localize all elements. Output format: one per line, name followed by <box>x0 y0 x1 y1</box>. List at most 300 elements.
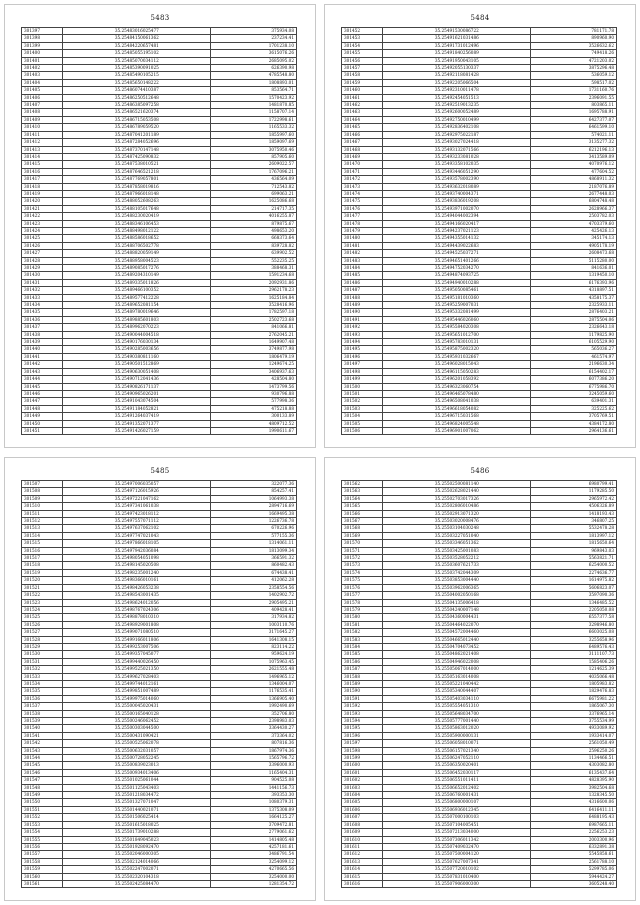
table-row <box>342 346 617 353</box>
table-row <box>22 710 297 717</box>
coordinate-cell: 35.25498624012056 <box>63 599 211 606</box>
value-cell: 1782597.18 <box>211 309 297 316</box>
coordinate-cell: 35.25499744012161 <box>63 680 211 687</box>
row-id-cell: 301497 <box>342 361 383 368</box>
coordinate-cell: 35.25494752034270 <box>383 265 531 272</box>
row-id-cell: 301527 <box>22 629 63 636</box>
value-cell: 5944424.27 <box>531 873 617 880</box>
row-id-cell: 301428 <box>22 257 63 264</box>
value-cell: 670226.96 <box>211 525 297 532</box>
row-id-cell: 301590 <box>342 688 383 695</box>
table-row <box>342 368 617 375</box>
value-cell: 5532478.28 <box>531 525 617 532</box>
coordinate-cell: 35.25502046000305 <box>63 851 211 858</box>
row-id-cell: 301577 <box>342 592 383 599</box>
coordinate-cell: 35.25504862021408 <box>383 651 531 658</box>
row-id-cell: 301517 <box>22 555 63 562</box>
value-cell: 841066.81 <box>211 324 297 331</box>
value-cell: 1815650.64 <box>531 540 617 547</box>
table-row <box>342 79 617 86</box>
coordinate-cell: 35.25493836019208 <box>383 198 531 205</box>
coordinate-cell: 35.25497423018112 <box>63 510 211 517</box>
coordinate-cell: 35.25506452030117 <box>383 769 531 776</box>
value-cell: 2196630.34 <box>531 361 617 368</box>
value-cell: 2685095.02 <box>211 57 297 64</box>
value-cell: 1813099.34 <box>211 547 297 554</box>
value-cell: 477604.52 <box>531 168 617 175</box>
table-row <box>22 658 297 665</box>
page-number: 5484 <box>470 14 490 22</box>
row-id-cell: 301481 <box>342 242 383 249</box>
coordinate-cell: 35.25494439022683 <box>383 242 531 249</box>
row-id-cell: 301492 <box>342 324 383 331</box>
value-cell: 1701238.10 <box>211 42 297 49</box>
coordinate-cell: 35.25506058010071 <box>383 740 531 747</box>
row-id-cell: 301539 <box>22 718 63 725</box>
coordinate-cell: 35.25497637062102 <box>63 525 211 532</box>
row-id-cell: 301472 <box>342 176 383 183</box>
value-cell: 1165404.31 <box>211 769 297 776</box>
table-row <box>22 762 297 769</box>
table-row <box>22 562 297 569</box>
coordinate-cell: 35.25500632031057 <box>63 747 211 754</box>
value-cell: 3982504.68 <box>531 784 617 791</box>
coordinate-cell: 35.25490965026201 <box>63 390 211 397</box>
row-id-cell: 301526 <box>22 621 63 628</box>
table-row <box>342 651 617 658</box>
coordinate-cell: 35.25488958004523 <box>63 257 211 264</box>
row-id-cell: 301567 <box>342 518 383 525</box>
coordinate-cell: 35.25497866018105 <box>63 540 211 547</box>
coordinate-cell: 35.25495259007031 <box>383 302 531 309</box>
value-cell: 6675981.22 <box>531 695 617 702</box>
coordinate-cell: 35.25505554051310 <box>383 703 531 710</box>
table-row <box>22 235 297 242</box>
value-cell: 712543.82 <box>211 183 297 190</box>
row-id-cell: 301613 <box>342 858 383 865</box>
value-cell: 639401.31 <box>531 398 617 405</box>
table-row <box>342 413 617 420</box>
row-id-cell: 301523 <box>22 599 63 606</box>
row-id-cell: 301554 <box>22 829 63 836</box>
coordinate-cell: 35.25498366010161 <box>63 577 211 584</box>
value-cell: 1481870.85 <box>211 102 297 109</box>
row-id-cell: 301572 <box>342 555 383 562</box>
table-row <box>22 79 297 86</box>
value-cell: 498653.20 <box>211 227 297 234</box>
row-id-cell: 301466 <box>342 131 383 138</box>
table-row <box>22 72 297 79</box>
coordinate-cell: 35.25504665012440 <box>383 636 531 643</box>
value-cell: 475218.88 <box>211 405 297 412</box>
document-page <box>324 457 636 901</box>
coordinate-cell: 35.25504464022070 <box>383 621 531 628</box>
value-cell: 6176393.96 <box>531 279 617 286</box>
row-id-cell: 301553 <box>22 821 63 828</box>
table-row <box>22 109 297 116</box>
data-table <box>21 27 297 435</box>
table-row <box>22 629 297 636</box>
coordinate-cell: 35.25488346106453 <box>63 220 211 227</box>
table-row <box>342 814 617 821</box>
table-row <box>22 139 297 146</box>
coordinate-cell: 35.25490501512869 <box>63 361 211 368</box>
row-id-cell: 301490 <box>342 309 383 316</box>
value-cell: 6489576.43 <box>531 643 617 650</box>
row-id-cell: 301582 <box>342 629 383 636</box>
coordinate-cell: 35.25499975014060 <box>63 695 211 702</box>
table-row <box>342 376 617 383</box>
coordinate-cell: 35.25492454051513 <box>383 94 531 101</box>
coordinate-cell: 35.25505863012020 <box>383 725 531 732</box>
table-row <box>22 190 297 197</box>
table-row <box>342 131 617 138</box>
value-cell: 1402902.72 <box>211 592 297 599</box>
coordinate-cell: 35.25497747021043 <box>63 532 211 539</box>
table-row <box>342 658 617 665</box>
value-cell: 3364430.27 <box>211 725 297 732</box>
row-id-cell: 301405 <box>22 87 63 94</box>
coordinate-cell: 35.25507720010102 <box>383 866 531 873</box>
value-cell: 930796.88 <box>211 390 297 397</box>
table-row <box>342 102 617 109</box>
table-row <box>342 614 617 621</box>
table-row <box>22 405 297 412</box>
table-row <box>342 518 617 525</box>
table-row <box>22 28 297 35</box>
value-cell: 436564.09 <box>211 176 297 183</box>
table-row <box>22 577 297 584</box>
row-id-cell: 301591 <box>342 695 383 702</box>
value-cell: 1808893.01 <box>211 79 297 86</box>
coordinate-cell: 35.25491621031486 <box>383 35 531 42</box>
table-row <box>342 390 617 397</box>
table-row <box>22 272 297 279</box>
table-row <box>342 139 617 146</box>
row-id-cell: 301521 <box>22 584 63 591</box>
table-row <box>342 116 617 123</box>
row-id-cell: 301544 <box>22 755 63 762</box>
row-id-cell: 301503 <box>342 405 383 412</box>
table-row <box>22 205 297 212</box>
value-cell: 322077.36 <box>211 481 297 488</box>
coordinate-cell: 35.25493446051290 <box>383 168 531 175</box>
row-id-cell: 301438 <box>22 331 63 338</box>
value-cell: 1664125.27 <box>211 814 297 821</box>
table-row <box>22 50 297 57</box>
value-cell: 1805983.82 <box>531 680 617 687</box>
table-row <box>342 821 617 828</box>
row-id-cell: 301480 <box>342 235 383 242</box>
coordinate-cell: 35.25499627028403 <box>63 673 211 680</box>
coordinate-cell: 35.25492600052489 <box>383 109 531 116</box>
coordinate-cell: 35.25490712041436 <box>63 376 211 383</box>
value-cell: 409428.41 <box>211 606 297 613</box>
row-id-cell: 301581 <box>342 621 383 628</box>
table-row <box>22 427 297 434</box>
row-id-cell: 301574 <box>342 569 383 576</box>
row-id-cell: 301495 <box>342 346 383 353</box>
table-row <box>22 168 297 175</box>
coordinate-cell: 35.25487538010521 <box>63 161 211 168</box>
value-cell: 3528416.96 <box>211 302 297 309</box>
table-row <box>342 829 617 836</box>
table-row <box>342 213 617 220</box>
table-row <box>22 518 297 525</box>
row-id-cell: 301558 <box>22 858 63 865</box>
value-cell: 1080379.31 <box>211 799 297 806</box>
table-row <box>342 718 617 725</box>
row-id-cell: 301459 <box>342 79 383 86</box>
row-id-cell: 301416 <box>22 168 63 175</box>
coordinate-cell: 35.25489466100352 <box>63 287 211 294</box>
value-cell: 1473799.56 <box>211 383 297 390</box>
value-cell: 668373.64 <box>211 235 297 242</box>
coordinate-cell: 35.25507104005451 <box>383 821 531 828</box>
row-id-cell: 301555 <box>22 836 63 843</box>
value-cell: 3171645.27 <box>211 629 297 636</box>
table-row <box>22 725 297 732</box>
row-id-cell: 301588 <box>342 673 383 680</box>
row-id-cell: 301516 <box>22 547 63 554</box>
coordinate-cell: 35.25501849045023 <box>63 836 211 843</box>
table-row <box>22 688 297 695</box>
row-id-cell: 301440 <box>22 346 63 353</box>
value-cell: 425426.13 <box>531 227 617 234</box>
row-id-cell: 301502 <box>342 398 383 405</box>
coordinate-cell: 35.25499357045077 <box>63 651 211 658</box>
table-row <box>342 710 617 717</box>
table-row <box>22 873 297 880</box>
value-cell: 1641308.15 <box>211 636 297 643</box>
table-row <box>342 621 617 628</box>
value-cell: 2396091.55 <box>531 94 617 101</box>
value-cell: 2274636.77 <box>531 569 617 576</box>
value-cell: 375934.08 <box>211 28 297 35</box>
row-id-cell: 301605 <box>342 799 383 806</box>
value-cell: 3749877.98 <box>211 346 297 353</box>
row-id-cell: 301565 <box>342 503 383 510</box>
row-id-cell: 301534 <box>22 680 63 687</box>
row-id-cell: 301471 <box>342 168 383 175</box>
table-row <box>342 35 617 42</box>
value-cell: 890960.90 <box>531 35 617 42</box>
coordinate-cell: 35.25496508041038 <box>383 398 531 405</box>
value-cell: 1064993.38 <box>211 495 297 502</box>
coordinate-cell: 35.25506652012402 <box>383 784 531 791</box>
row-id-cell: 301450 <box>22 420 63 427</box>
coordinate-cell: 35.25504360004431 <box>383 614 531 621</box>
table-row <box>22 198 297 205</box>
coordinate-cell: 35.25502703017326 <box>383 495 531 502</box>
value-cell: 1176535.41 <box>211 688 297 695</box>
row-id-cell: 301545 <box>22 762 63 769</box>
value-cell: 2256253.23 <box>531 829 617 836</box>
table-row <box>22 858 297 865</box>
coordinate-cell: 35.25491530086722 <box>383 28 531 35</box>
row-id-cell: 301608 <box>342 821 383 828</box>
table-row <box>22 718 297 725</box>
row-id-cell: 301537 <box>22 703 63 710</box>
coordinate-cell: 35.25496028015043 <box>383 361 531 368</box>
table-row <box>22 420 297 427</box>
coordinate-cell: 35.25487858019816 <box>63 183 211 190</box>
coordinate-cell: 35.25493358102035 <box>383 161 531 168</box>
row-id-cell: 301563 <box>342 488 383 495</box>
coordinate-cell: 35.25502247002071 <box>63 866 211 873</box>
coordinate-cell: 35.25488586018652 <box>63 235 211 242</box>
coordinate-cell: 35.25485650148222 <box>63 79 211 86</box>
row-id-cell: 301552 <box>22 814 63 821</box>
table-row <box>342 843 617 850</box>
row-id-cell: 301599 <box>342 755 383 762</box>
row-id-cell: 301442 <box>22 361 63 368</box>
value-cell: 4270665.56 <box>211 866 297 873</box>
coordinate-cell: 35.25488105017648 <box>63 205 211 212</box>
table-row <box>22 821 297 828</box>
coordinate-cell: 35.25491264037419 <box>63 413 211 420</box>
table-row <box>22 339 297 346</box>
row-id-cell: 301580 <box>342 614 383 621</box>
coordinate-cell: 35.25499253007506 <box>63 643 211 650</box>
row-id-cell: 301453 <box>342 35 383 42</box>
value-cell: 1722998.61 <box>211 116 297 123</box>
value-cell: 2205050.08 <box>531 606 617 613</box>
coordinate-cell: 35.25488230020419 <box>63 213 211 220</box>
coordinate-cell: 35.25507213034000 <box>383 829 531 836</box>
row-id-cell: 301511 <box>22 510 63 517</box>
row-id-cell: 301467 <box>342 139 383 146</box>
row-id-cell: 301576 <box>342 584 383 591</box>
row-id-cell: 301540 <box>22 725 63 732</box>
table-row <box>22 651 297 658</box>
page-number: 5486 <box>470 467 490 475</box>
row-id-cell: 301423 <box>22 220 63 227</box>
row-id-cell: 301397 <box>22 28 63 35</box>
value-cell: 1585406.26 <box>531 658 617 665</box>
table-row <box>342 242 617 249</box>
table-row <box>342 806 617 813</box>
coordinate-cell: 35.25495584020308 <box>383 324 531 331</box>
value-cell: 2962178.23 <box>211 287 297 294</box>
row-id-cell: 301412 <box>22 139 63 146</box>
row-id-cell: 301557 <box>22 851 63 858</box>
coordinate-cell: 35.25489335011826 <box>63 279 211 286</box>
coordinate-cell: 35.25500431090421 <box>63 732 211 739</box>
row-id-cell: 301445 <box>22 383 63 390</box>
value-cell: 823114.22 <box>211 643 297 650</box>
row-id-cell: 301427 <box>22 250 63 257</box>
row-id-cell: 301407 <box>22 102 63 109</box>
row-id-cell: 301594 <box>342 718 383 725</box>
table-row <box>22 851 297 858</box>
row-id-cell: 301570 <box>342 540 383 547</box>
value-cell: 6488195.43 <box>531 814 617 821</box>
table-row <box>342 250 617 257</box>
coordinate-cell: 35.25496901007062 <box>383 427 531 434</box>
row-id-cell: 301520 <box>22 577 63 584</box>
table-row <box>342 547 617 554</box>
document-page <box>324 4 636 448</box>
table-row <box>22 673 297 680</box>
coordinate-cell: 35.25490630051408 <box>63 368 211 375</box>
coordinate-cell: 35.25501327071047 <box>63 799 211 806</box>
table-row <box>342 109 617 116</box>
value-cell: 1441156.73 <box>211 784 297 791</box>
value-cell: 6804748.48 <box>531 198 617 205</box>
coordinate-cell: 35.25494525037271 <box>383 250 531 257</box>
table-row <box>22 257 297 264</box>
value-cell: 3709472.81 <box>211 821 297 828</box>
row-id-cell: 301551 <box>22 806 63 813</box>
row-id-cell: 301469 <box>342 153 383 160</box>
value-cell: 674438.41 <box>211 569 297 576</box>
table-row <box>22 777 297 784</box>
table-row <box>342 510 617 517</box>
row-id-cell: 301614 <box>342 866 383 873</box>
value-cell: 807816.36 <box>211 740 297 747</box>
row-id-cell: 301432 <box>22 287 63 294</box>
value-cell: 854257.41 <box>211 488 297 495</box>
row-id-cell: 301461 <box>342 94 383 101</box>
table-row <box>342 205 617 212</box>
row-id-cell: 301421 <box>22 205 63 212</box>
table-row <box>22 294 297 301</box>
value-cell: 1767096.21 <box>211 168 297 175</box>
value-cell: 4828395.90 <box>531 777 617 784</box>
coordinate-cell: 35.25504946022008 <box>383 658 531 665</box>
value-cell: 6077386.20 <box>531 376 617 383</box>
table-row <box>342 257 617 264</box>
table-row <box>22 146 297 153</box>
value-cell: 4316600.06 <box>531 799 617 806</box>
row-id-cell: 301454 <box>342 42 383 49</box>
coordinate-cell: 35.25506350020401 <box>383 762 531 769</box>
table-row <box>22 814 297 821</box>
table-row <box>342 725 617 732</box>
table-row <box>342 153 617 160</box>
row-id-cell: 301507 <box>22 481 63 488</box>
row-id-cell: 301499 <box>342 376 383 383</box>
coordinate-cell: 35.25506551011411 <box>383 777 531 784</box>
table-row <box>22 390 297 397</box>
coordinate-cell: 35.25495931032667 <box>383 353 531 360</box>
row-id-cell: 301604 <box>342 792 383 799</box>
coordinate-cell: 35.25486074410387 <box>63 87 211 94</box>
row-id-cell: 301489 <box>342 302 383 309</box>
table-row <box>342 309 617 316</box>
value-cell: 4809712.52 <box>211 420 297 427</box>
row-id-cell: 301512 <box>22 518 63 525</box>
value-cell: 4384172.80 <box>531 420 617 427</box>
value-cell: 1249674.25 <box>211 361 297 368</box>
table-row <box>22 42 297 49</box>
coordinate-cell: 35.25490285003656 <box>63 346 211 353</box>
table-row <box>22 495 297 502</box>
row-id-cell: 301583 <box>342 636 383 643</box>
value-cell: 3075950.46 <box>211 146 297 153</box>
value-cell: 2762045.21 <box>211 331 297 338</box>
value-cell: 1570423.92 <box>211 94 297 101</box>
value-cell: 1314061.11 <box>211 540 297 547</box>
value-cell: 1731160.76 <box>531 87 617 94</box>
row-id-cell: 301475 <box>342 198 383 205</box>
value-cell: 1366905.40 <box>211 695 297 702</box>
coordinate-cell: 35.25494237021123 <box>383 227 531 234</box>
row-id-cell: 301598 <box>342 747 383 754</box>
row-id-cell: 301510 <box>22 503 63 510</box>
coordinate-cell: 35.25483016025477 <box>63 28 211 35</box>
